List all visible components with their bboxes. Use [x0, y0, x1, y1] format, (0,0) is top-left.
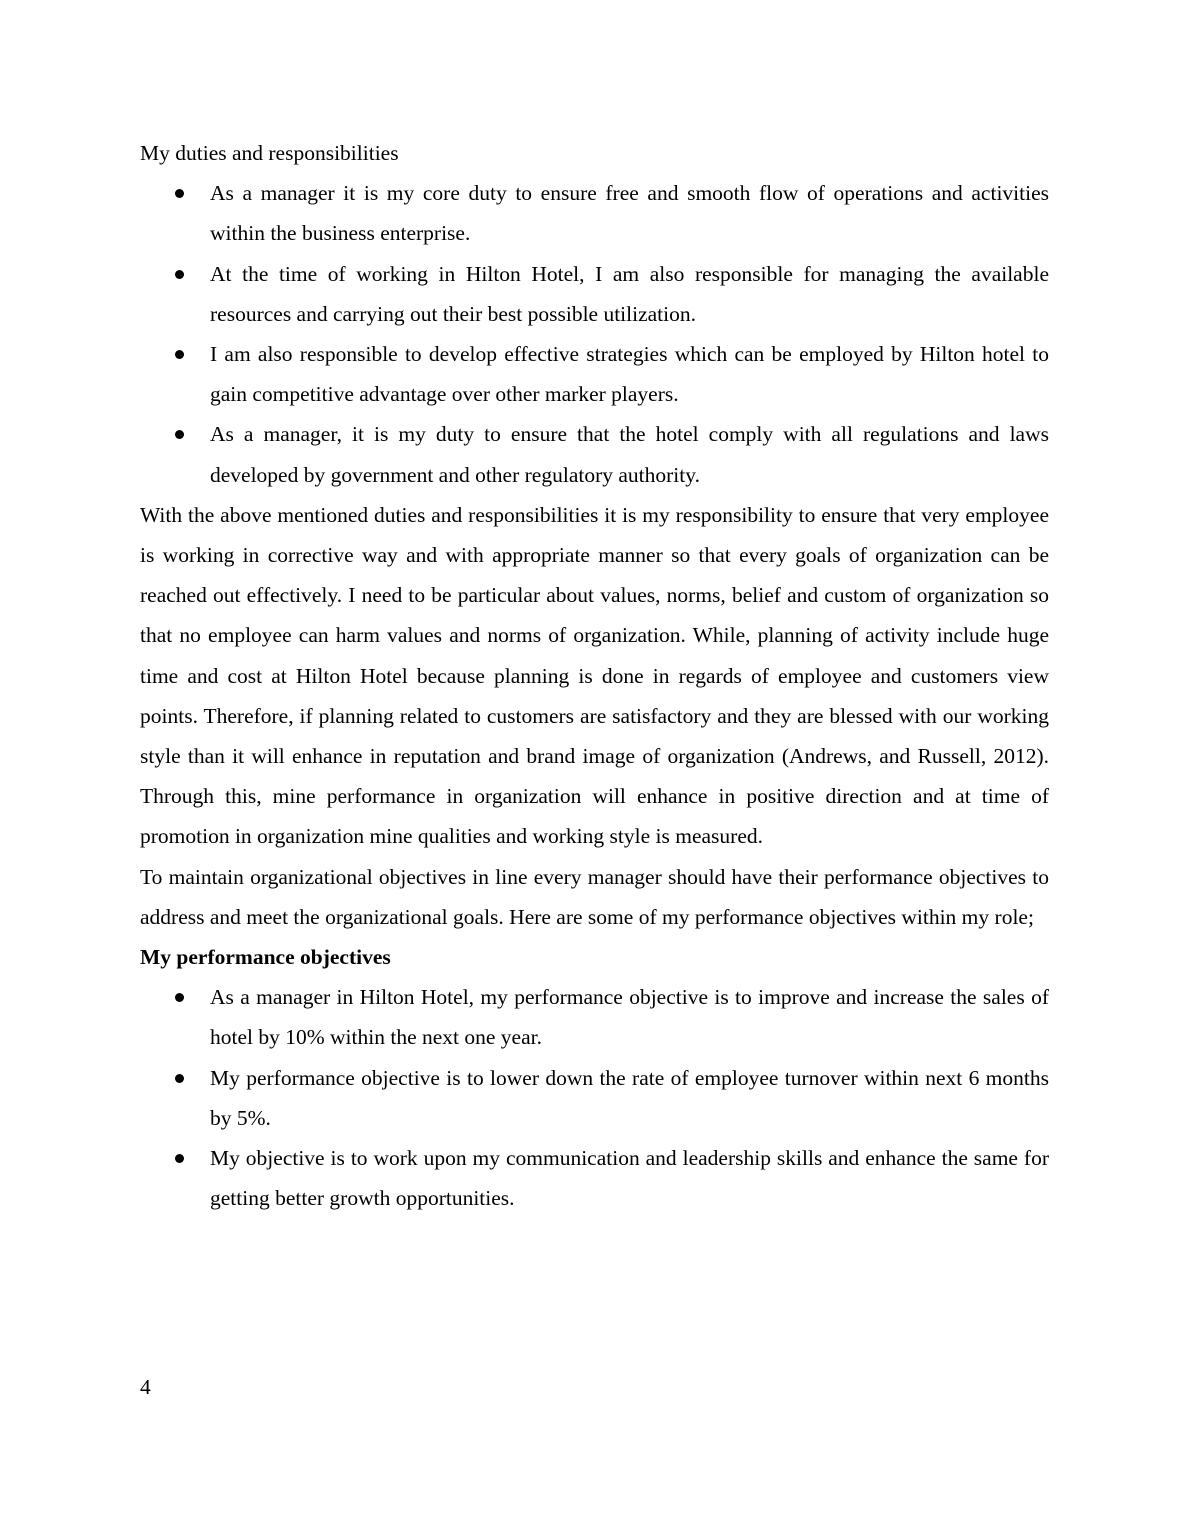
list-item — [140, 1058, 1049, 1138]
list-item-text: My performance objective is to lower down the rate of employee turnover within next 6 months by 5%. — [210, 1065, 1049, 1130]
list-item — [140, 173, 1049, 253]
body-paragraph-2: To maintain organizational objectives in line every manager should have their performance objectives to address and meet the organizational goals. Here are some of my performance objectives within my role; — [140, 864, 1049, 929]
list-item — [140, 414, 1049, 494]
list-item — [140, 254, 1049, 334]
bullet-icon — [175, 1154, 184, 1163]
list-item-text: I am also responsible to develop effective strategies which can be employed by Hilton hotel to gain competitive advantage over other marker players. — [210, 342, 1049, 407]
bullet-icon — [175, 993, 184, 1002]
list-item — [140, 1138, 1049, 1218]
bullet-icon — [175, 1074, 184, 1083]
list-item-text: At the time of working in Hilton Hotel, I am also responsible for managing the available resources and carrying out their best possible utilization. — [210, 261, 1049, 326]
objectives-heading: My performance objectives — [140, 945, 391, 970]
duties-heading: My duties and responsibilities — [140, 141, 399, 165]
list-item-text: My objective is to work upon my communication and leadership skills and enhance the same for getting better growth opportunities. — [210, 1146, 1049, 1211]
body-paragraph-1: With the above mentioned duties and responsibilities it is my responsibility to ensure that very employee is working in corrective way and with appropriate manner so that every goals of organization can be reached out effectively. I need to be particular about values, norms, belief and custom of organization so that no employee can harm values and norms of organization. While, planning of activity include huge time and cost at Hilton Hotel because planning is done in regards of employee and customers view points. Therefore, if planning related to customers are satisfactory and they are blessed with our working style than it will enhance in reputation and brand image of organization (Andrews, and Russell, 2012). Through this, mine performance in organization will enhance in positive direction and at time of promotion in organization mine qualities and working style is measured. — [140, 502, 1049, 849]
duties-list — [140, 173, 1049, 495]
list-item — [140, 977, 1049, 1057]
bullet-icon — [175, 430, 184, 439]
list-item-text: As a manager in Hilton Hotel, my performance objective is to improve and increase the sales of hotel by 10% within the next one year. — [210, 985, 1049, 1050]
bullet-icon — [175, 189, 184, 198]
objectives-list — [140, 977, 1049, 1218]
list-item — [140, 334, 1049, 414]
list-item-text: As a manager it is my core duty to ensure free and smooth flow of operations and activities within the business enterprise. — [210, 181, 1049, 246]
list-item-text: As a manager, it is my duty to ensure that the hotel comply with all regulations and laws developed by government and other regulatory authority. — [210, 422, 1049, 487]
page-content — [140, 133, 1049, 1218]
bullet-icon — [175, 350, 184, 359]
page-number: 4 — [140, 1375, 151, 1399]
bullet-icon — [175, 270, 184, 279]
